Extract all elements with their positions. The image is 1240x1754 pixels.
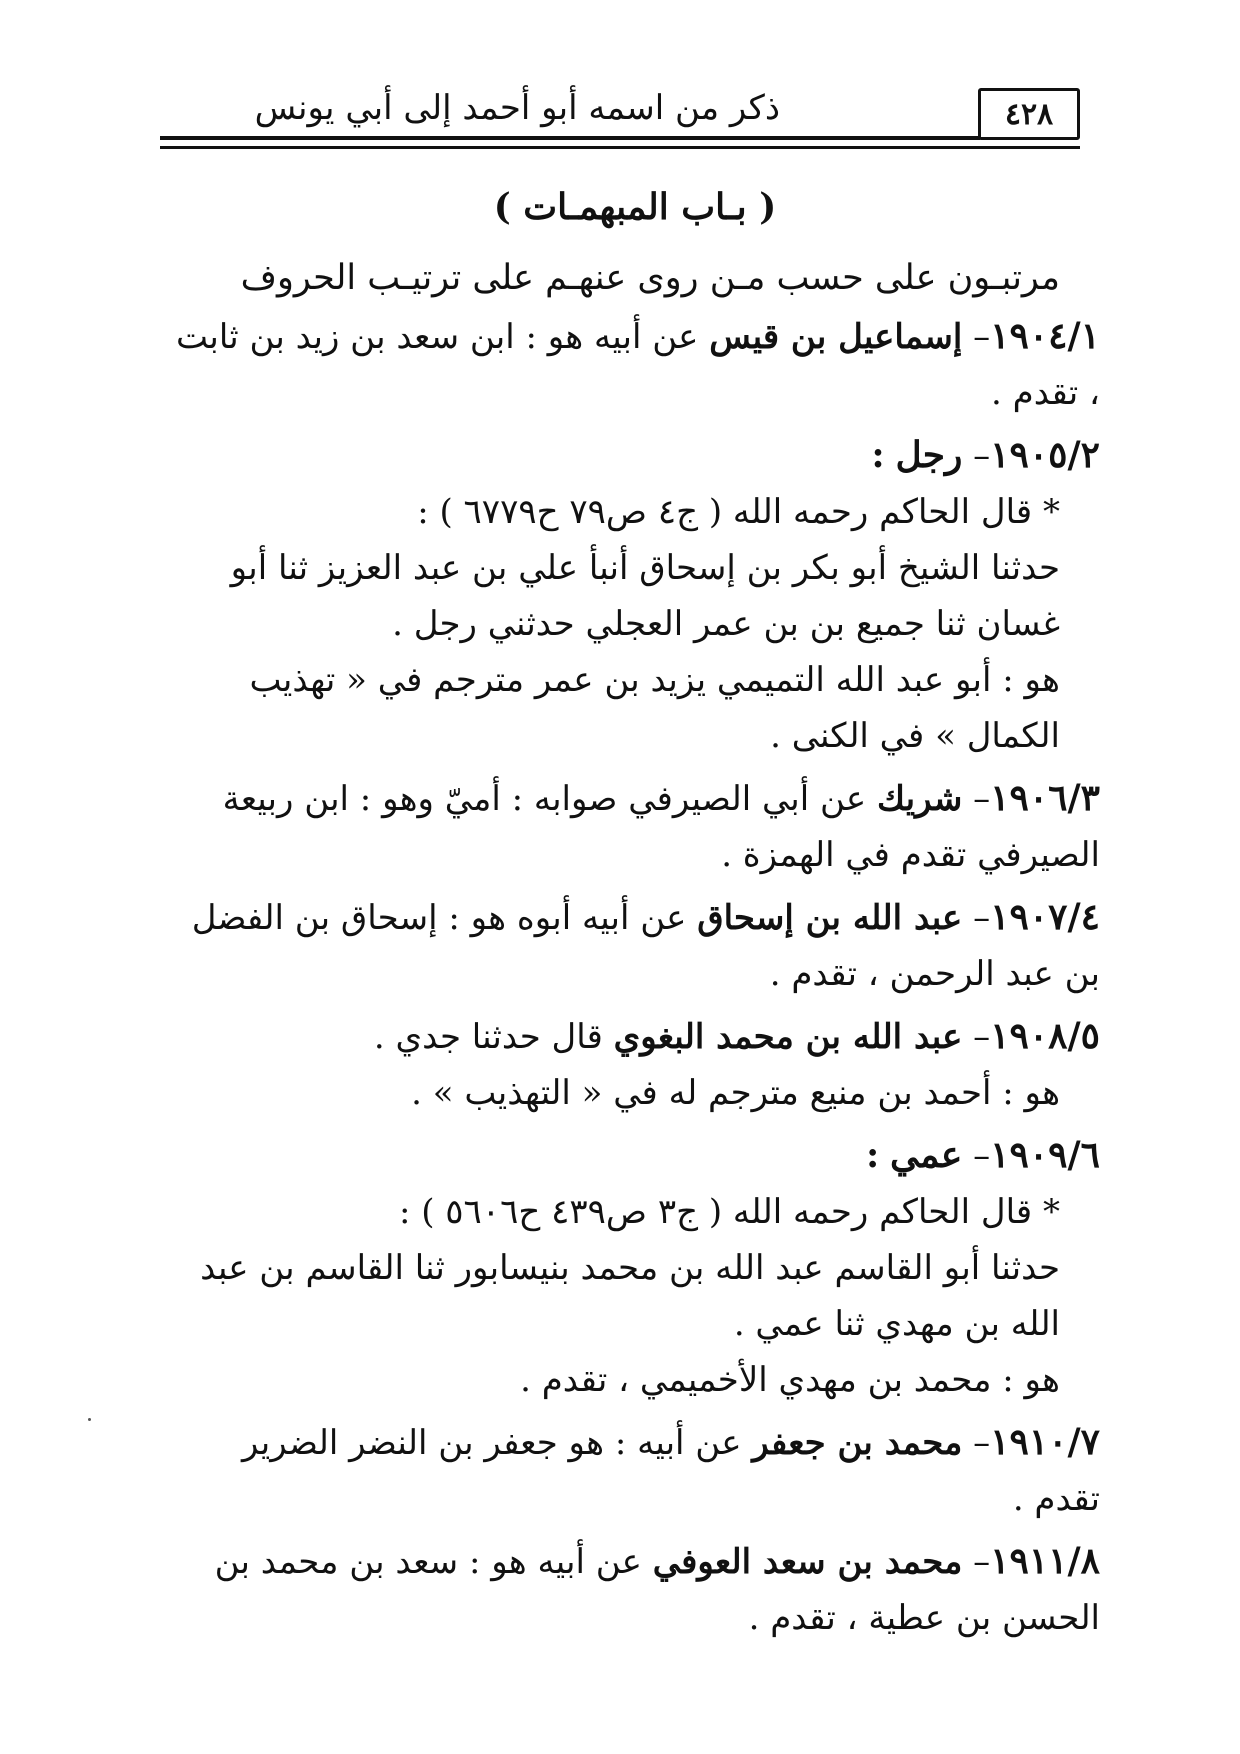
entry-1904: ١٩٠٤/١– إسماعيل بن قيس عن أبيه هو : ابن سعد بن زيد بن ثابت ، تقدم . — [176, 315, 1100, 413]
entry-name: رجل — [895, 434, 963, 476]
source-reference: * قال الحاكم رحمه الله ( ج٤ ص٧٩ ح٦٧٧٩ ) : — [417, 492, 1060, 532]
entry-number: ١٩٠٥/٢ — [990, 434, 1100, 476]
isnad-text: حدثنا أبو القاسم عبد الله بن محمد بنيسابور ثنا القاسم بن عبد الله بن مهدي ثنا عمي . — [200, 1248, 1060, 1344]
running-title: ذكر من اسمه أبو أحمد إلى أبي يونس — [254, 88, 780, 128]
source-reference: * قال الحاكم رحمه الله ( ج٣ ص٤٣٩ ح٥٦٠٦ ) : — [398, 1192, 1060, 1232]
entry-name: عبد الله بن محمد البغوي — [613, 1017, 963, 1057]
entry-number: ١٩٠٧/٤ — [990, 896, 1100, 938]
entry-text: عن أبيه : هو جعفر بن النضر الضرير تقدم . — [242, 1423, 1100, 1519]
entry-1911: ١٩١١/٨– محمد بن سعد العوفي عن أبيه هو : سعد بن محمد بن الحسن بن عطية ، تقدم . — [214, 1540, 1100, 1638]
entry-text: عن أبيه هو : سعد بن محمد بن الحسن بن عطية ، تقدم . — [214, 1542, 1100, 1638]
entry-name: إسماعيل بن قيس — [709, 317, 963, 357]
entry-number: ١٩١٠/٧ — [990, 1421, 1100, 1463]
entry-text: عن أبيه هو : ابن سعد بن زيد بن ثابت ، تقدم . — [176, 317, 1100, 413]
page-body — [170, 182, 1100, 1646]
entry-text: : — [865, 1134, 880, 1176]
identification-note: هو : أحمد بن منيع مترجم له في « التهذيب » . — [411, 1073, 1060, 1113]
page-number: ٤٢٨ — [978, 88, 1080, 140]
header-rule-thin — [160, 146, 1080, 149]
entry-1907: ١٩٠٧/٤– عبد الله بن إسحاق عن أبيه أبوه هو : إسحاق بن الفضل بن عبد الرحمن ، تقدم . — [191, 896, 1100, 994]
section-heading: ( بـاب المبهمـات ) — [493, 186, 777, 228]
entry-number: ١٩١١/٨ — [990, 1540, 1100, 1582]
entry-1908: ١٩٠٨/٥– عبد الله بن محمد البغوي قال حدثنا جدي . — [373, 1015, 1100, 1057]
entry-text: : — [871, 434, 885, 476]
entry-name: محمد بن سعد العوفي — [652, 1542, 963, 1582]
entry-name: عمي — [890, 1134, 963, 1176]
entry-1910: ١٩١٠/٧– محمد بن جعفر عن أبيه : هو جعفر بن النضر الضرير تقدم . — [242, 1421, 1100, 1519]
entry-name: شريك — [876, 779, 963, 819]
entry-1905: ١٩٠٥/٢– رجل : — [871, 434, 1100, 476]
entry-number: ١٩٠٨/٥ — [990, 1015, 1100, 1057]
entry-text: عن أبيه أبوه هو : إسحاق بن الفضل بن عبد الرحمن ، تقدم . — [191, 898, 1100, 994]
page-header — [160, 70, 1080, 150]
identification-note: هو : محمد بن مهدي الأخميمي ، تقدم . — [520, 1360, 1060, 1400]
entry-text: عن أبي الصيرفي صوابه : أميّ وهو : ابن ربيعة الصيرفي تقدم في الهمزة . — [222, 779, 1100, 875]
entry-1909: ١٩٠٩/٦– عمي : — [865, 1134, 1100, 1176]
entry-1906: ١٩٠٦/٣– شريك عن أبي الصيرفي صوابه : أميّ وهو : ابن ربيعة الصيرفي تقدم في الهمزة . — [222, 777, 1100, 875]
header-rule-thick — [160, 136, 980, 140]
entry-number: ١٩٠٩/٦ — [990, 1134, 1100, 1176]
entry-text: قال حدثنا جدي . — [373, 1017, 603, 1057]
entry-number: ١٩٠٦/٣ — [990, 777, 1100, 819]
isnad-text: حدثنا الشيخ أبو بكر بن إسحاق أنبأ علي بن عبد العزيز ثنا أبو غسان ثنا جميع بن بن عمر العجلي حدثني رجل . — [230, 548, 1060, 644]
scan-speck — [88, 1418, 91, 1421]
entry-number: ١٩٠٤/١ — [990, 315, 1100, 357]
entry-name: محمد بن جعفر — [752, 1423, 963, 1463]
identification-note: هو : أبو عبد الله التميمي يزيد بن عمر مترجم في « تهذيب الكمال » في الكنى . — [249, 660, 1060, 756]
entry-name: عبد الله بن إسحاق — [697, 898, 963, 938]
section-subheading: مرتبـون على حسب مـن روى عنهـم على ترتيـب الحروف — [240, 258, 1060, 298]
